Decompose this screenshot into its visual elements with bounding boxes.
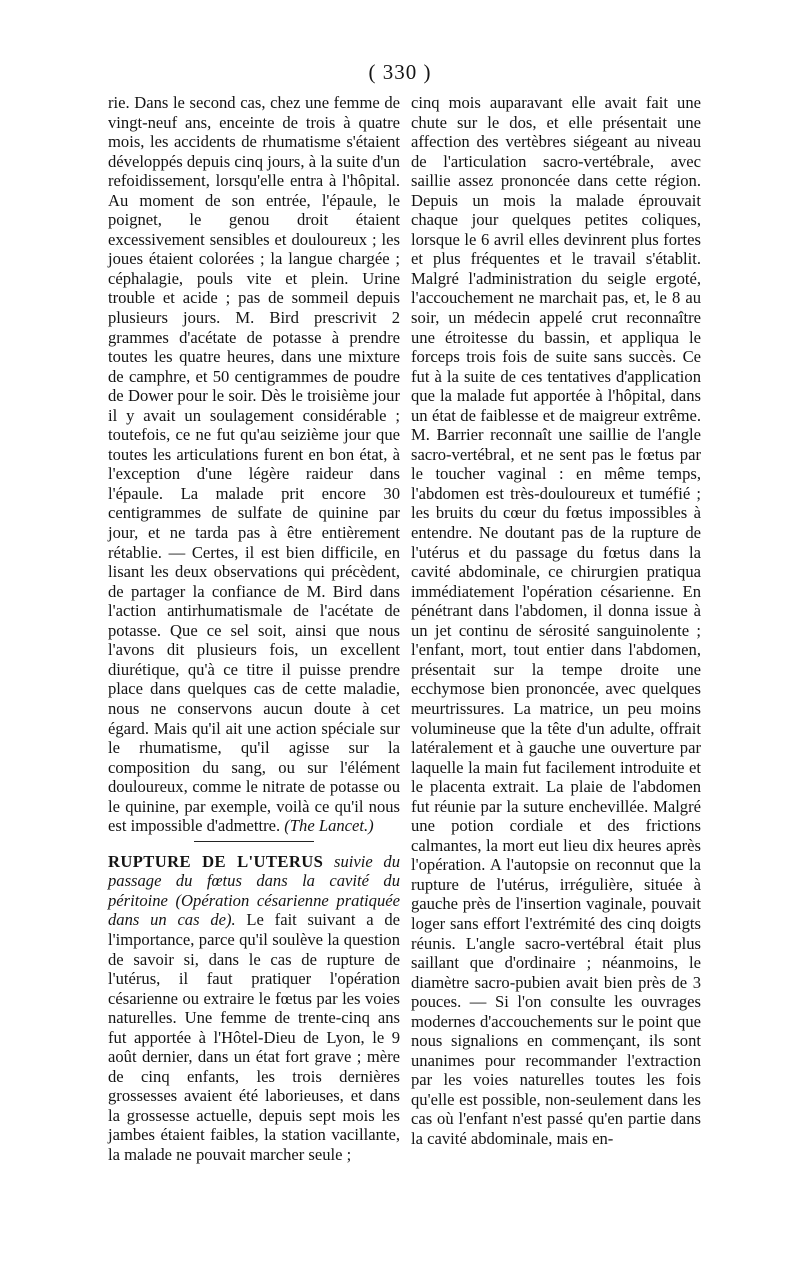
article-paragraph (108, 852, 400, 1165)
right-column (411, 93, 701, 1149)
source-citation: (The Lancet.) (284, 816, 374, 836)
left-paragraph-continuation (108, 93, 400, 836)
left-paragraph-text: rie. Dans le second cas, chez une femme de vingt-neuf ans, enceinte de trois à quatre mois, les accidents de rhumatisme s'étaient développés depuis cinq jours, à la suite d'un refoidissement, lorsqu'elle entra à l'hôpital. Au moment de son entrée, l'épaule, le poignet, le genou droit étaient excessivement sensibles et douloureux ; les joues étaient colorées ; la langue chargée ; céphalagie, pouls vite et plein. Urine trouble et acide ; pas de sommeil depuis plusieurs jours. M. Bird prescrivit 2 grammes d'acétate de potasse à prendre toutes les quatre heures, dans une mixture de camphre, et 50 centigrammes de poudre de Dower pour le soir. Dès le troisième jour il y avait un soulagement considérable ; toutefois, ce ne fut qu'au seizième jour que toutes les articulations furent en bon état, à l'exception d'une légère raideur dans l'épaule. La malade prit encore 30 centigrammes de sulfate de quinine par jour, et ne tarda pas à être entièrement rétablie. — Certes, il est bien difficile, en lisant les deux observations qui précèdent, de partager la confiance de M. Bird dans l'action antirhumatismale de l'acétate de potasse. Que ce sel soit, ainsi que nous l'avons dit plusieurs fois, un excellent diurétique, qu'à ce titre il puisse prendre place dans quelques cas de cette maladie, nous ne conservons aucun doute à cet égard. Mais qu'il ait une action spéciale sur le rhumatisme, qu'il agisse sur la composition du sang, ou sur l'élément douloureux, comme le nitrate de potasse ou le quinine, par exemple, voilà ce qu'il nous est impossible d'admettre. (108, 93, 400, 836)
section-divider (194, 841, 314, 842)
article-body-start: Le fait suivant a de l'importance, parce qu'il soulève la question de savoir si, dans le cas de rupture de l'utérus, il faut pratiquer l'opération césarienne ou extraire le fœtus par les voies naturelles. Une femme de trente-cinq ans fut apportée à l'Hôtel-Dieu de Lyon, le 9 août dernier, dans un état fort grave ; mère de cinq enfants, les trois dernières grossesses avaient été laborieuses, et dans la grossesse actuelle, depuis sept mois les jambes étaient faibles, la station vacillante, la malade ne pouvait marcher seule ; (108, 910, 401, 1164)
right-paragraph: cinq mois auparavant elle avait fait une chute sur le dos, et elle présentait une affection des vertèbres siégeant au niveau de l'articulation sacro-vertébrale, avec saillie assez prononcée dans cette région. Depuis un mois la malade éprouvait chaque jour quelques petites coliques, lorsque le 6 avril elles devinrent plus fortes et plus fréquentes et le travail s'établit. Malgré l'administration du seigle ergoté, l'accouchement ne marchait pas, et, le 8 au soir, un médecin appelé crut reconnaître une étroitesse du bassin, et appliqua le forceps trois fois de suite sans succès. Ce fut à la suite de ces tentatives d'application que la malade fut apportée à l'hôpital, dans un état de faiblesse et de maigreur extrême. M. Barrier reconnaît une saillie de l'angle sacro-vertébral, et ne sent pas le fœtus par le toucher vaginal : en même temps, l'abdomen est très-douloureux et tuméfié ; les bruits du cœur du fœtus impossibles à entendre. Ne doutant pas de la rupture de l'utérus et du passage du fœtus dans la cavité abdominale, ce chirurgien pratiqua immédiatement l'opération césarienne. En pénétrant dans l'abdomen, il donna issue à un jet continu de sérosité sanguinolente ; l'enfant, mort, tout entier dans l'abdomen, présentait sur la tempe droite une ecchymose bien prononcée, avec quelques meurtrissures. La matrice, un peu moins volumineuse que la tête d'un adulte, offrait latéralement et à gauche une ouverture par laquelle la main fut facilement introduite et le placenta extrait. La plaie de l'abdomen fut réunie par la suture enchevillée. Malgré une potion cordiale et des frictions calmantes, la mort eut lieu dix heures après l'opération. A l'autopsie on reconnut que la rupture de l'utérus, irrégulière, située à gauche près de l'insertion vaginale, pouvait loger sans effort l'extrémité des cinq doigts réunis. L'angle sacro-vertébral était plus saillant que d'ordinaire ; néanmoins, le diamètre sacro-pubien avait bien près de 3 pouces. — Si l'on consulte les ouvrages modernes d'accouchements sur le point que nous signalions en commençant, ils sont unanimes pour recommander l'extraction par les voies naturelles toutes les fois qu'elle est possible, non-seulement dans les cas où l'enfant n'est passé qu'en partie dans la cavité abdominale, mais en- (411, 93, 701, 1148)
page-number: ( 330 ) (368, 60, 432, 84)
article-heading: RUPTURE DE L'UTERUS (108, 851, 324, 871)
article-heading-italic: suivie du passage du fœtus dans la cavité du péritoine (Opération césarienne pratiquée dans un cas de). (108, 851, 400, 930)
left-column (108, 93, 400, 1165)
